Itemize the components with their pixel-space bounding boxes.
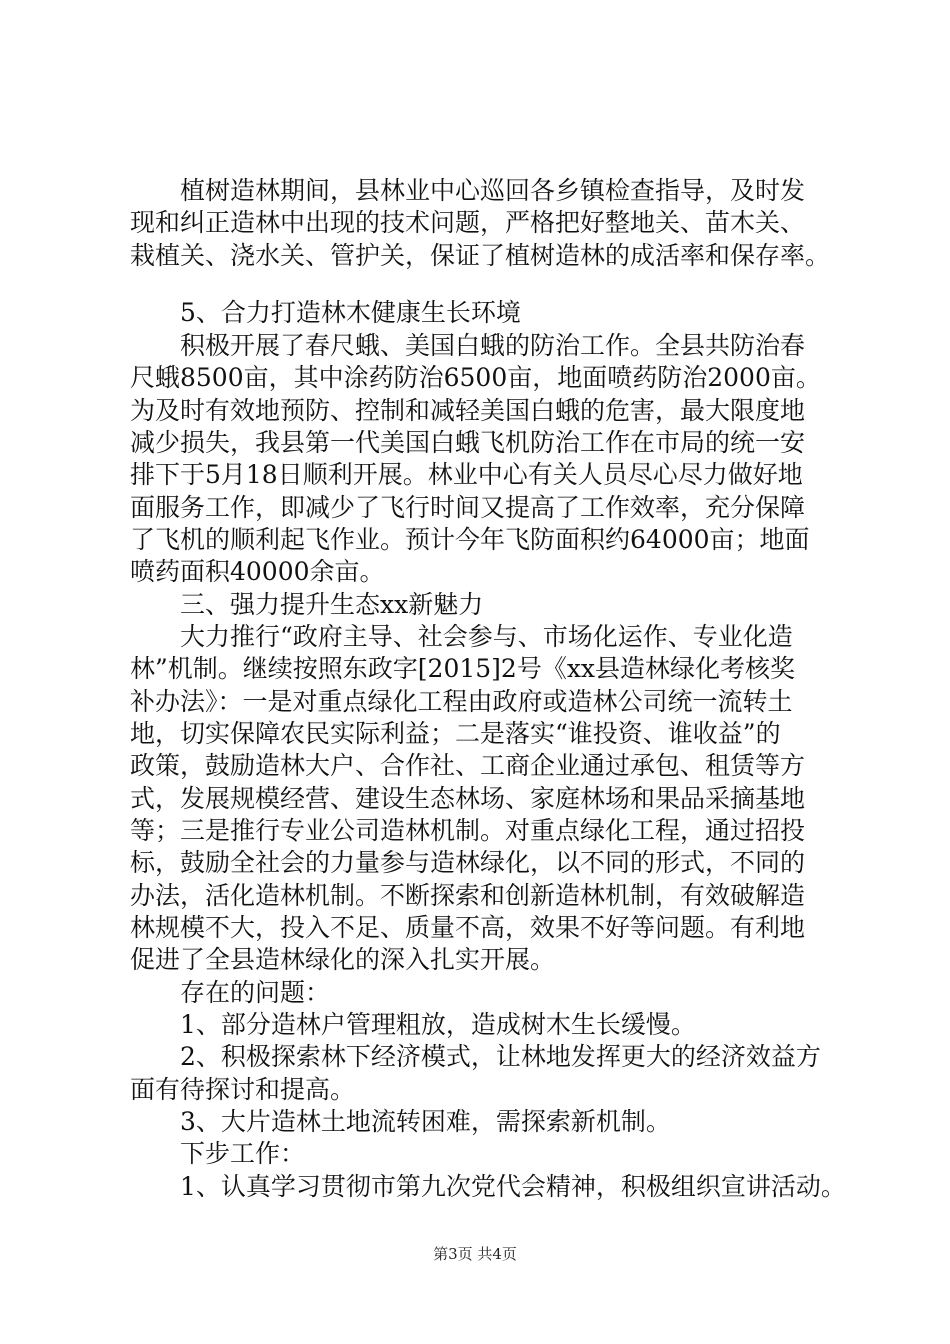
paragraph-line: 植树造林期间，县林业中心巡回各乡镇检查指导，及时发: [180, 176, 806, 205]
paragraph-line: 现和纠正造林中出现的技术问题，严格把好整地关、苗木关、: [130, 208, 806, 237]
paragraph-line: 标，鼓励全社会的力量参与造林绿化，以不同的形式，不同的: [130, 848, 806, 877]
paragraph-line: 积极开展了春尺蛾、美国白蛾的防治工作。全县共防治春: [180, 331, 806, 360]
section-heading: 下步工作：: [180, 1139, 306, 1168]
paragraph-line: 尺蛾8500亩，其中涂药防治6500亩，地面喷药防治2000亩。: [130, 363, 821, 392]
paragraph-line: 林规模不大，投入不足、质量不高，效果不好等问题。有利地: [130, 913, 806, 942]
paragraph-line: 排下于5月18日顺利开展。林业中心有关人员尽心尽力做好地: [130, 460, 803, 489]
paragraph-line: 减少损失，我县第一代美国白蛾飞机防治工作在市局的统一安: [130, 428, 806, 457]
paragraph-line: 政策，鼓励造林大户、合作社、工商企业通过承包、租赁等方: [130, 751, 806, 780]
paragraph-line: 了飞机的顺利起飞作业。预计今年飞防面积约64000亩；地面: [130, 525, 810, 554]
paragraph-line: 式，发展规模经营、建设生态林场、家庭林场和果品采摘基地: [130, 784, 806, 813]
list-item: 1、认真学习贯彻市第九次党代会精神，积极组织宣讲活动。: [180, 1172, 846, 1201]
paragraph-line: 为及时有效地预防、控制和减轻美国白蛾的危害，最大限度地: [130, 396, 806, 425]
paragraph-line: 地，切实保障农民实际利益；二是落实“谁投资、谁收益”的: [130, 719, 781, 748]
list-item: 1、部分造林户管理粗放，造成树木生长缓慢。: [180, 1010, 696, 1039]
section-heading: 三、强力提升生态xx新魅力: [180, 590, 484, 619]
section-heading: 存在的问题：: [180, 978, 331, 1007]
paragraph-line: 面服务工作，即减少了飞行时间又提高了工作效率，充分保障: [130, 493, 806, 522]
list-item: 面有待探讨和提高。: [130, 1075, 356, 1104]
list-item: 2、积极探索林下经济模式，让林地发挥更大的经济效益方: [180, 1042, 821, 1071]
paragraph-line: 等；三是推行专业公司造林机制。对重点绿化工程，通过招投: [130, 816, 806, 845]
paragraph-line: 补办法》：一是对重点绿化工程由政府或造林公司统一流转土: [130, 687, 793, 716]
section-heading: 5、合力打造林木健康生长环境: [180, 298, 521, 327]
paragraph-line: 办法，活化造林机制。不断探索和创新造林机制，有效破解造: [130, 881, 806, 910]
paragraph-line: 促进了全县造林绿化的深入扎实开展。: [130, 945, 556, 974]
list-item: 3、大片造林土地流转困难，需探索新机制。: [180, 1107, 671, 1136]
paragraph-line: 林”机制。继续按照东政字[2015]2号《xx县造林绿化考核奖: [130, 654, 796, 683]
paragraph-line: 大力推行“政府主导、社会参与、市场化运作、专业化造: [180, 622, 793, 651]
paragraph-line: 栽植关、浇水关、管护关，保证了植树造林的成活率和保存率。: [130, 241, 831, 270]
paragraph-line: 喷药面积40000余亩。: [130, 557, 385, 586]
page-number-footer: 第3页 共4页: [433, 1245, 517, 1263]
